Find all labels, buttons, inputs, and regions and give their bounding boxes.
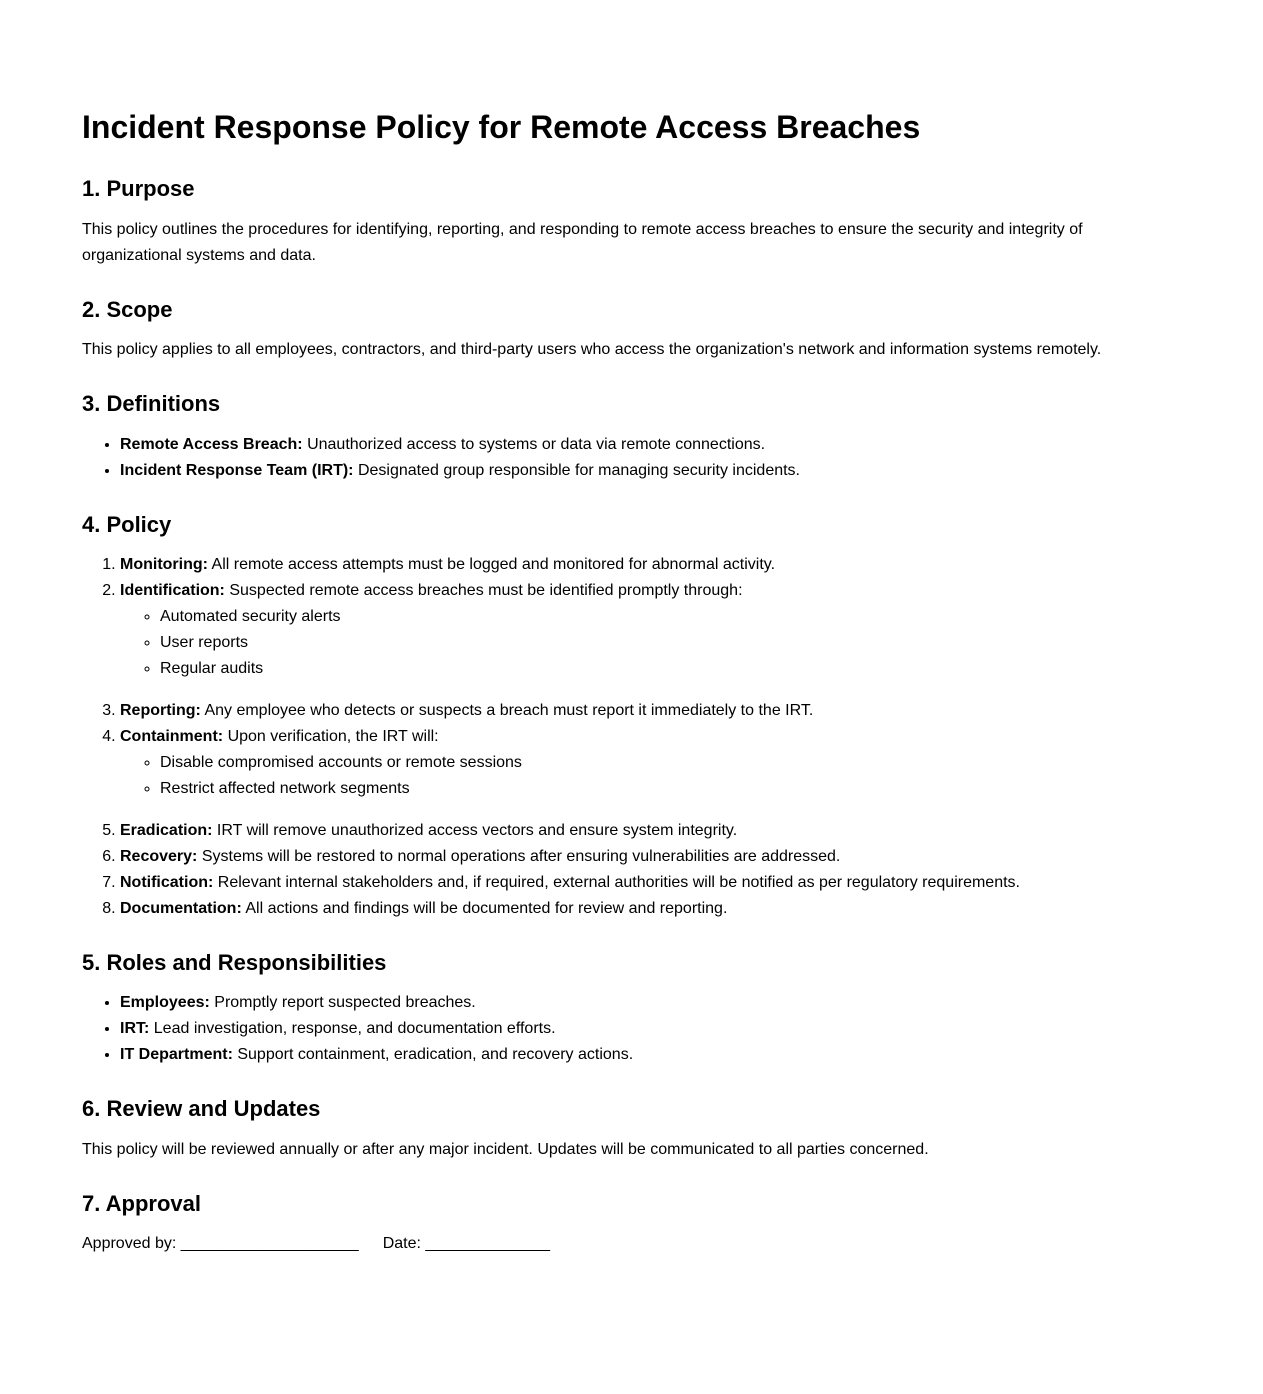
- section-definitions: [82, 391, 1181, 483]
- sub-list-item: ◦ Automated security alerts: [160, 604, 1181, 630]
- list-item-text: Unauthorized access to systems or data via remote connections.: [307, 435, 766, 453]
- list-item: [120, 698, 1181, 724]
- heading-review: 6. Review and Updates: [82, 1096, 321, 1122]
- list-item-text: Suspected remote access breaches must be identified promptly through:: [229, 581, 743, 599]
- list-item: [120, 844, 1181, 870]
- sub-list-item: ◦ Regular audits: [160, 656, 1181, 682]
- list-item-term: IRT:: [120, 1020, 150, 1038]
- list-item: [120, 1016, 1181, 1042]
- list-item: [120, 818, 1181, 844]
- list-item-term: IT Department:: [120, 1046, 233, 1064]
- list-item-term: Employees:: [120, 994, 210, 1012]
- heading-roles: 5. Roles and Responsibilities: [82, 949, 387, 975]
- list-item-term: Identification:: [120, 581, 225, 599]
- date-label: Date:: [382, 1235, 421, 1253]
- list-item-term: Documentation:: [120, 899, 242, 917]
- identification-sub-list: [120, 604, 1181, 682]
- list-item-term: Recovery:: [120, 847, 198, 865]
- policy-numbered-list: [82, 552, 1181, 922]
- definitions-list: [82, 432, 1181, 484]
- section-approval: [82, 1191, 1181, 1257]
- list-item-text: Any employee who detects or suspects a breach must report it immediately to the IRT.: [204, 701, 814, 719]
- section-scope: [82, 297, 1181, 363]
- section-purpose: [82, 176, 1181, 268]
- list-item: [120, 578, 1181, 682]
- list-item-text: Upon verification, the IRT will:: [227, 727, 439, 745]
- list-item-text: Promptly report suspected breaches.: [214, 994, 476, 1012]
- list-item-term: Notification:: [120, 873, 214, 891]
- list-item-text: Support containment, eradication, and recovery actions.: [237, 1046, 634, 1064]
- list-item: [120, 896, 1181, 922]
- review-paragraph: This policy will be reviewed annually or after any major incident. Updates will be communicated to all parties concerned.: [82, 1140, 929, 1158]
- scope-paragraph: This policy applies to all employees, contractors, and third-party users who access the organization's network and information systems remotely.: [82, 341, 1102, 359]
- heading-policy: 4. Policy: [82, 511, 172, 537]
- list-item-text: IRT will remove unauthorized access vectors and ensure system integrity.: [216, 821, 738, 839]
- section-review: [82, 1096, 1181, 1162]
- list-item-text: All actions and findings will be documented for review and reporting.: [245, 899, 728, 917]
- list-item: [120, 458, 1181, 484]
- purpose-paragraph: This policy outlines the procedures for identifying, reporting, and responding to remote access breaches to ensure the security and integrity of organizational systems and data.: [82, 220, 1083, 264]
- approved-by-label: Approved by:: [82, 1235, 177, 1253]
- date-blank: ______________: [425, 1235, 550, 1253]
- section-policy: [82, 512, 1181, 922]
- list-item-text: Systems will be restored to normal operations after ensuring vulnerabilities are addressed.: [201, 847, 841, 865]
- list-item-term: Monitoring:: [120, 555, 208, 573]
- list-item-term: Eradication:: [120, 821, 213, 839]
- list-item-text: Designated group responsible for managing security incidents.: [357, 461, 800, 479]
- list-item: [120, 724, 1181, 802]
- heading-definitions: 3. Definitions: [82, 391, 221, 417]
- list-item: [120, 432, 1181, 458]
- section-roles: [82, 950, 1181, 1068]
- list-item: [120, 870, 1181, 896]
- heading-scope: 2. Scope: [82, 296, 173, 322]
- heading-purpose: 1. Purpose: [82, 176, 195, 202]
- sub-list-item: ◦ User reports: [160, 630, 1181, 656]
- list-item-text: Lead investigation, response, and documentation efforts.: [153, 1020, 556, 1038]
- list-item-term: Containment:: [120, 727, 224, 745]
- document-title: Incident Response Policy for Remote Access Breaches: [82, 109, 921, 145]
- list-item: [120, 552, 1181, 578]
- heading-approval: 7. Approval: [82, 1190, 201, 1216]
- list-item: [120, 990, 1181, 1016]
- list-item-term: Remote Access Breach:: [120, 435, 303, 453]
- list-item-text: All remote access attempts must be logged and monitored for abnormal activity.: [211, 555, 776, 573]
- approved-by-blank: ____________________: [180, 1235, 359, 1253]
- sub-list-item: ◦ Restrict affected network segments: [160, 776, 1181, 802]
- approval-row: [82, 1231, 1181, 1257]
- containment-sub-list: [120, 750, 1181, 802]
- list-item-term: Incident Response Team (IRT):: [120, 461, 354, 479]
- list-item: [120, 1042, 1181, 1068]
- list-item-term: Reporting:: [120, 701, 201, 719]
- sub-list-item: ◦ Disable compromised accounts or remote sessions: [160, 750, 1181, 776]
- list-item-text: Relevant internal stakeholders and, if required, external authorities will be notified as per regulatory requirements.: [217, 873, 1020, 891]
- roles-list: [82, 990, 1181, 1068]
